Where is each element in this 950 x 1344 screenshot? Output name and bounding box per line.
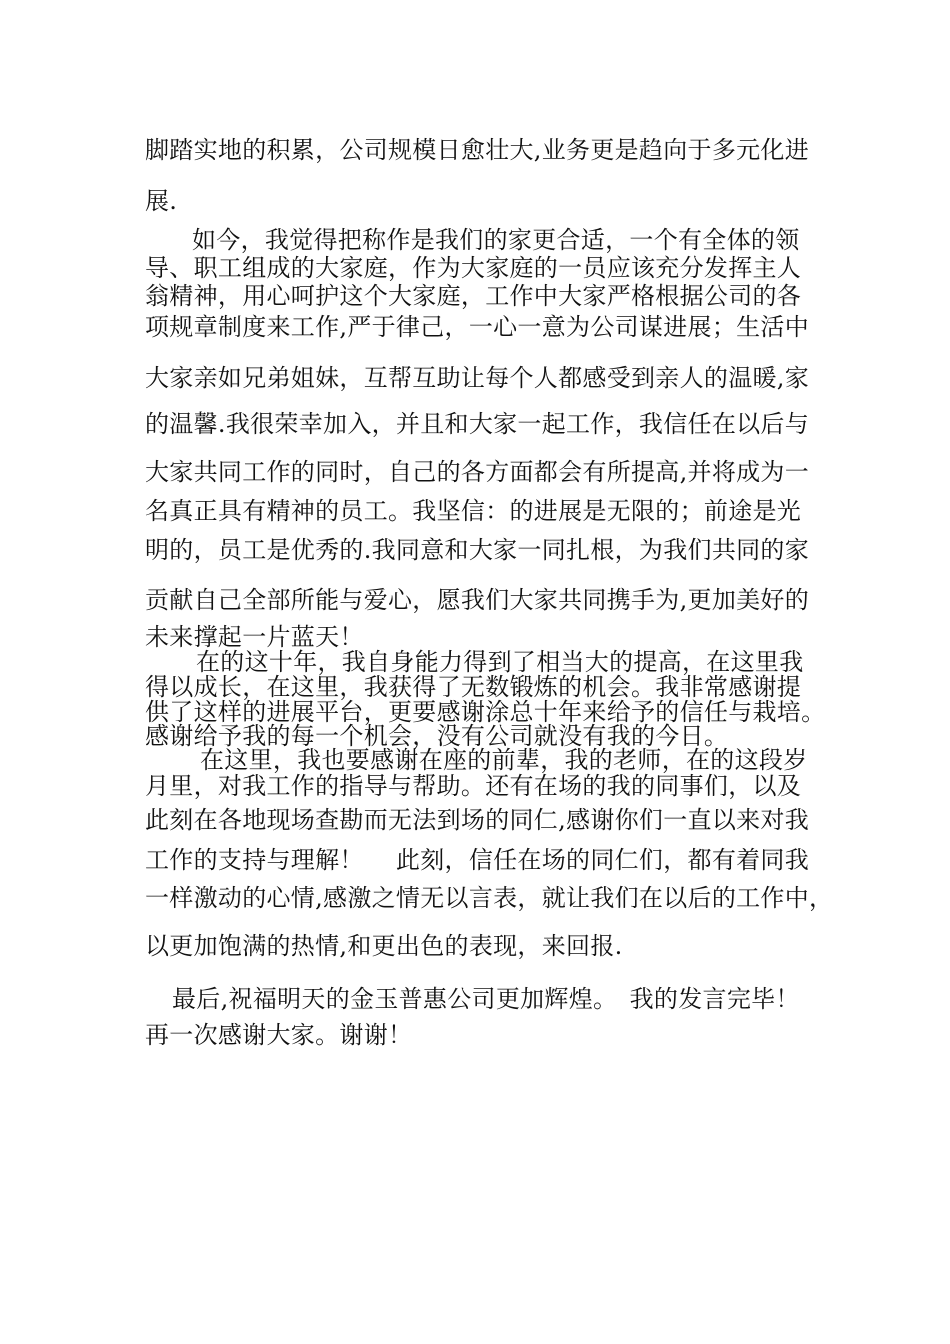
text-line: 的温馨.我很荣幸加入，并且和大家一起工作，我信任在以后与 <box>145 410 810 438</box>
text-line: 明的，员工是优秀的.我同意和大家一同扎根，为我们共同的家 <box>145 536 810 564</box>
text-line: 工作的支持与理解！ 此刻，信任在场的同仁们，都有着同我 <box>145 846 810 874</box>
text-line: 在这里，我也要感谢在座的前辈，我的老师，在的这段岁 <box>200 746 808 774</box>
text-line: 供了这样的进展平台，更要感谢涂总十年来给予的信任与栽培。 <box>145 698 826 726</box>
text-line: 一样激动的心情,感激之情无以言表，就让我们在以后的工作中， <box>145 884 834 912</box>
text-line: 贡献自己全部所能与爱心，愿我们大家共同携手为,更加美好的 <box>145 586 810 614</box>
text-line: 得以成长，在这里，我获得了无数锻炼的机会。我非常感谢提 <box>145 673 802 701</box>
text-line: 项规章制度来工作,严于律己，一心一意为公司谋进展；生活中 <box>145 313 810 341</box>
text-line: 以更加饱满的热情,和更出色的表现，来回报. <box>145 932 623 960</box>
text-line: 展. <box>145 187 178 215</box>
text-line: 导、职工组成的大家庭，作为大家庭的一员应该充分发挥主人 <box>145 254 802 282</box>
text-line: 再一次感谢大家。谢谢！ <box>145 1021 413 1049</box>
text-line: 大家亲如兄弟姐妹，互帮互助让每个人都感受到亲人的温暖,家 <box>145 364 810 392</box>
text-line: 名真正具有精神的员工。我坚信：的进展是无限的；前途是光 <box>145 497 802 525</box>
text-line: 在的这十年，我自身能力得到了相当大的提高，在这里我 <box>196 648 804 676</box>
text-line: 未来撑起一片蓝天！ <box>145 623 364 651</box>
text-line: 最后,祝福明天的金玉普惠公司更加辉煌。 我的发言完毕！ <box>172 985 800 1013</box>
text-line: 月里，对我工作的指导与帮助。还有在场的我的同事们，以及 <box>145 772 802 800</box>
text-line: 此刻在各地现场查勘而无法到场的同仁,感谢你们一直以来对我 <box>145 806 810 834</box>
text-line: 如今，我觉得把称作是我们的家更合适，一个有全体的领 <box>192 226 800 254</box>
text-line: 大家共同工作的同时，自己的各方面都会有所提高,并将成为一 <box>145 458 810 486</box>
text-line: 脚踏实地的积累，公司规模日愈壮大,业务更是趋向于多元化进 <box>145 136 810 164</box>
text-line: 感谢给予我的每一个机会，没有公司就没有我的今日。 <box>145 722 729 750</box>
text-line: 翁精神，用心呵护这个大家庭，工作中大家严格根据公司的各 <box>145 282 802 310</box>
